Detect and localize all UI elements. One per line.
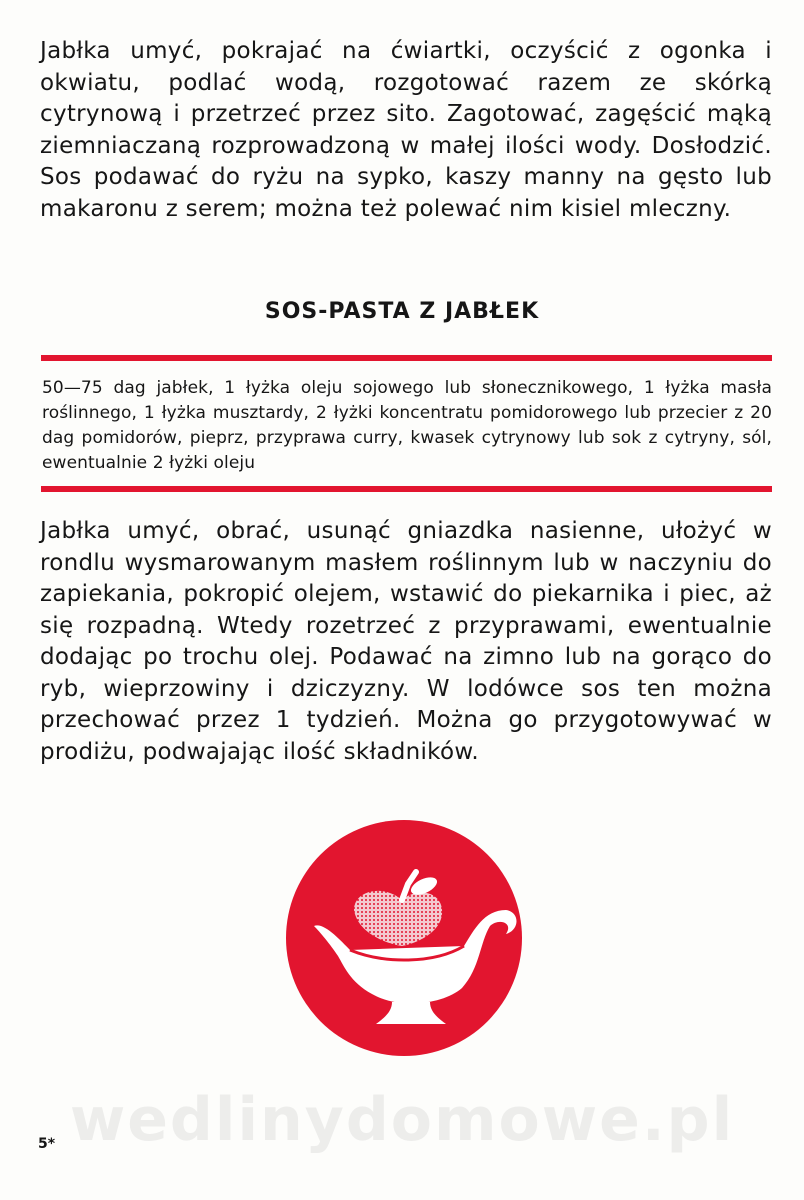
intro-paragraph: Jabłka umyć, pokrajać na ćwiartki, oczyścić z ogonka i okwiatu, podlać wodą, rozgotować razem ze skórką cytrynową i przetrzeć przez sito. Zagotować, zagęścić mąką ziemniaczaną rozprowadzoną w małej ilości wody. Dosłodzić. Sos podawać do ryżu na sypko, kaszy manny na gęsto lub makaronu z serem; można też polewać nim kisiel mleczny. xyxy=(40,38,772,222)
instructions-paragraph: Jabłka umyć, obrać, usunąć gniazdka nasienne, ułożyć w rondlu wysmarowanym masłem roślinnym lub w naczyniu do zapiekania, pokropić olejem, wstawić do piekarnika i piec, aż się rozpadną. Wtedy rozetrzeć z przyprawami, ewentualnie dodając po trochu olej. Podawać na zimno lub na gorąco do ryb, wieprzowiny i dziczyzny. W lodówce sos ten można przechować przez 1 tydzień. Można go przygotowywać w prodiżu, podwajając ilość składników. xyxy=(40,518,772,765)
bottom-red-rule xyxy=(41,486,772,492)
sauce-boat-apple-emblem-icon xyxy=(284,818,524,1058)
watermark: wedlinydomowe.pl xyxy=(69,1085,735,1155)
recipe-title: SOS-PASTA Z JABŁEK xyxy=(264,299,540,324)
page-number: 5* xyxy=(38,1136,56,1152)
ingredients-list: 50—75 dag jabłek, 1 łyżka oleju sojowego lub słonecznikowego, 1 łyżka masła roślinnego, 1 łyżka musztardy, 2 łyżki koncentratu pomidorowego lub przecier z 20 dag pomidorów, pieprz, przyprawa curry, kwasek cytrynowy lub sok z cytryny, sól, ewentualnie 2 łyżki oleju xyxy=(42,378,772,473)
top-red-rule xyxy=(41,355,772,361)
